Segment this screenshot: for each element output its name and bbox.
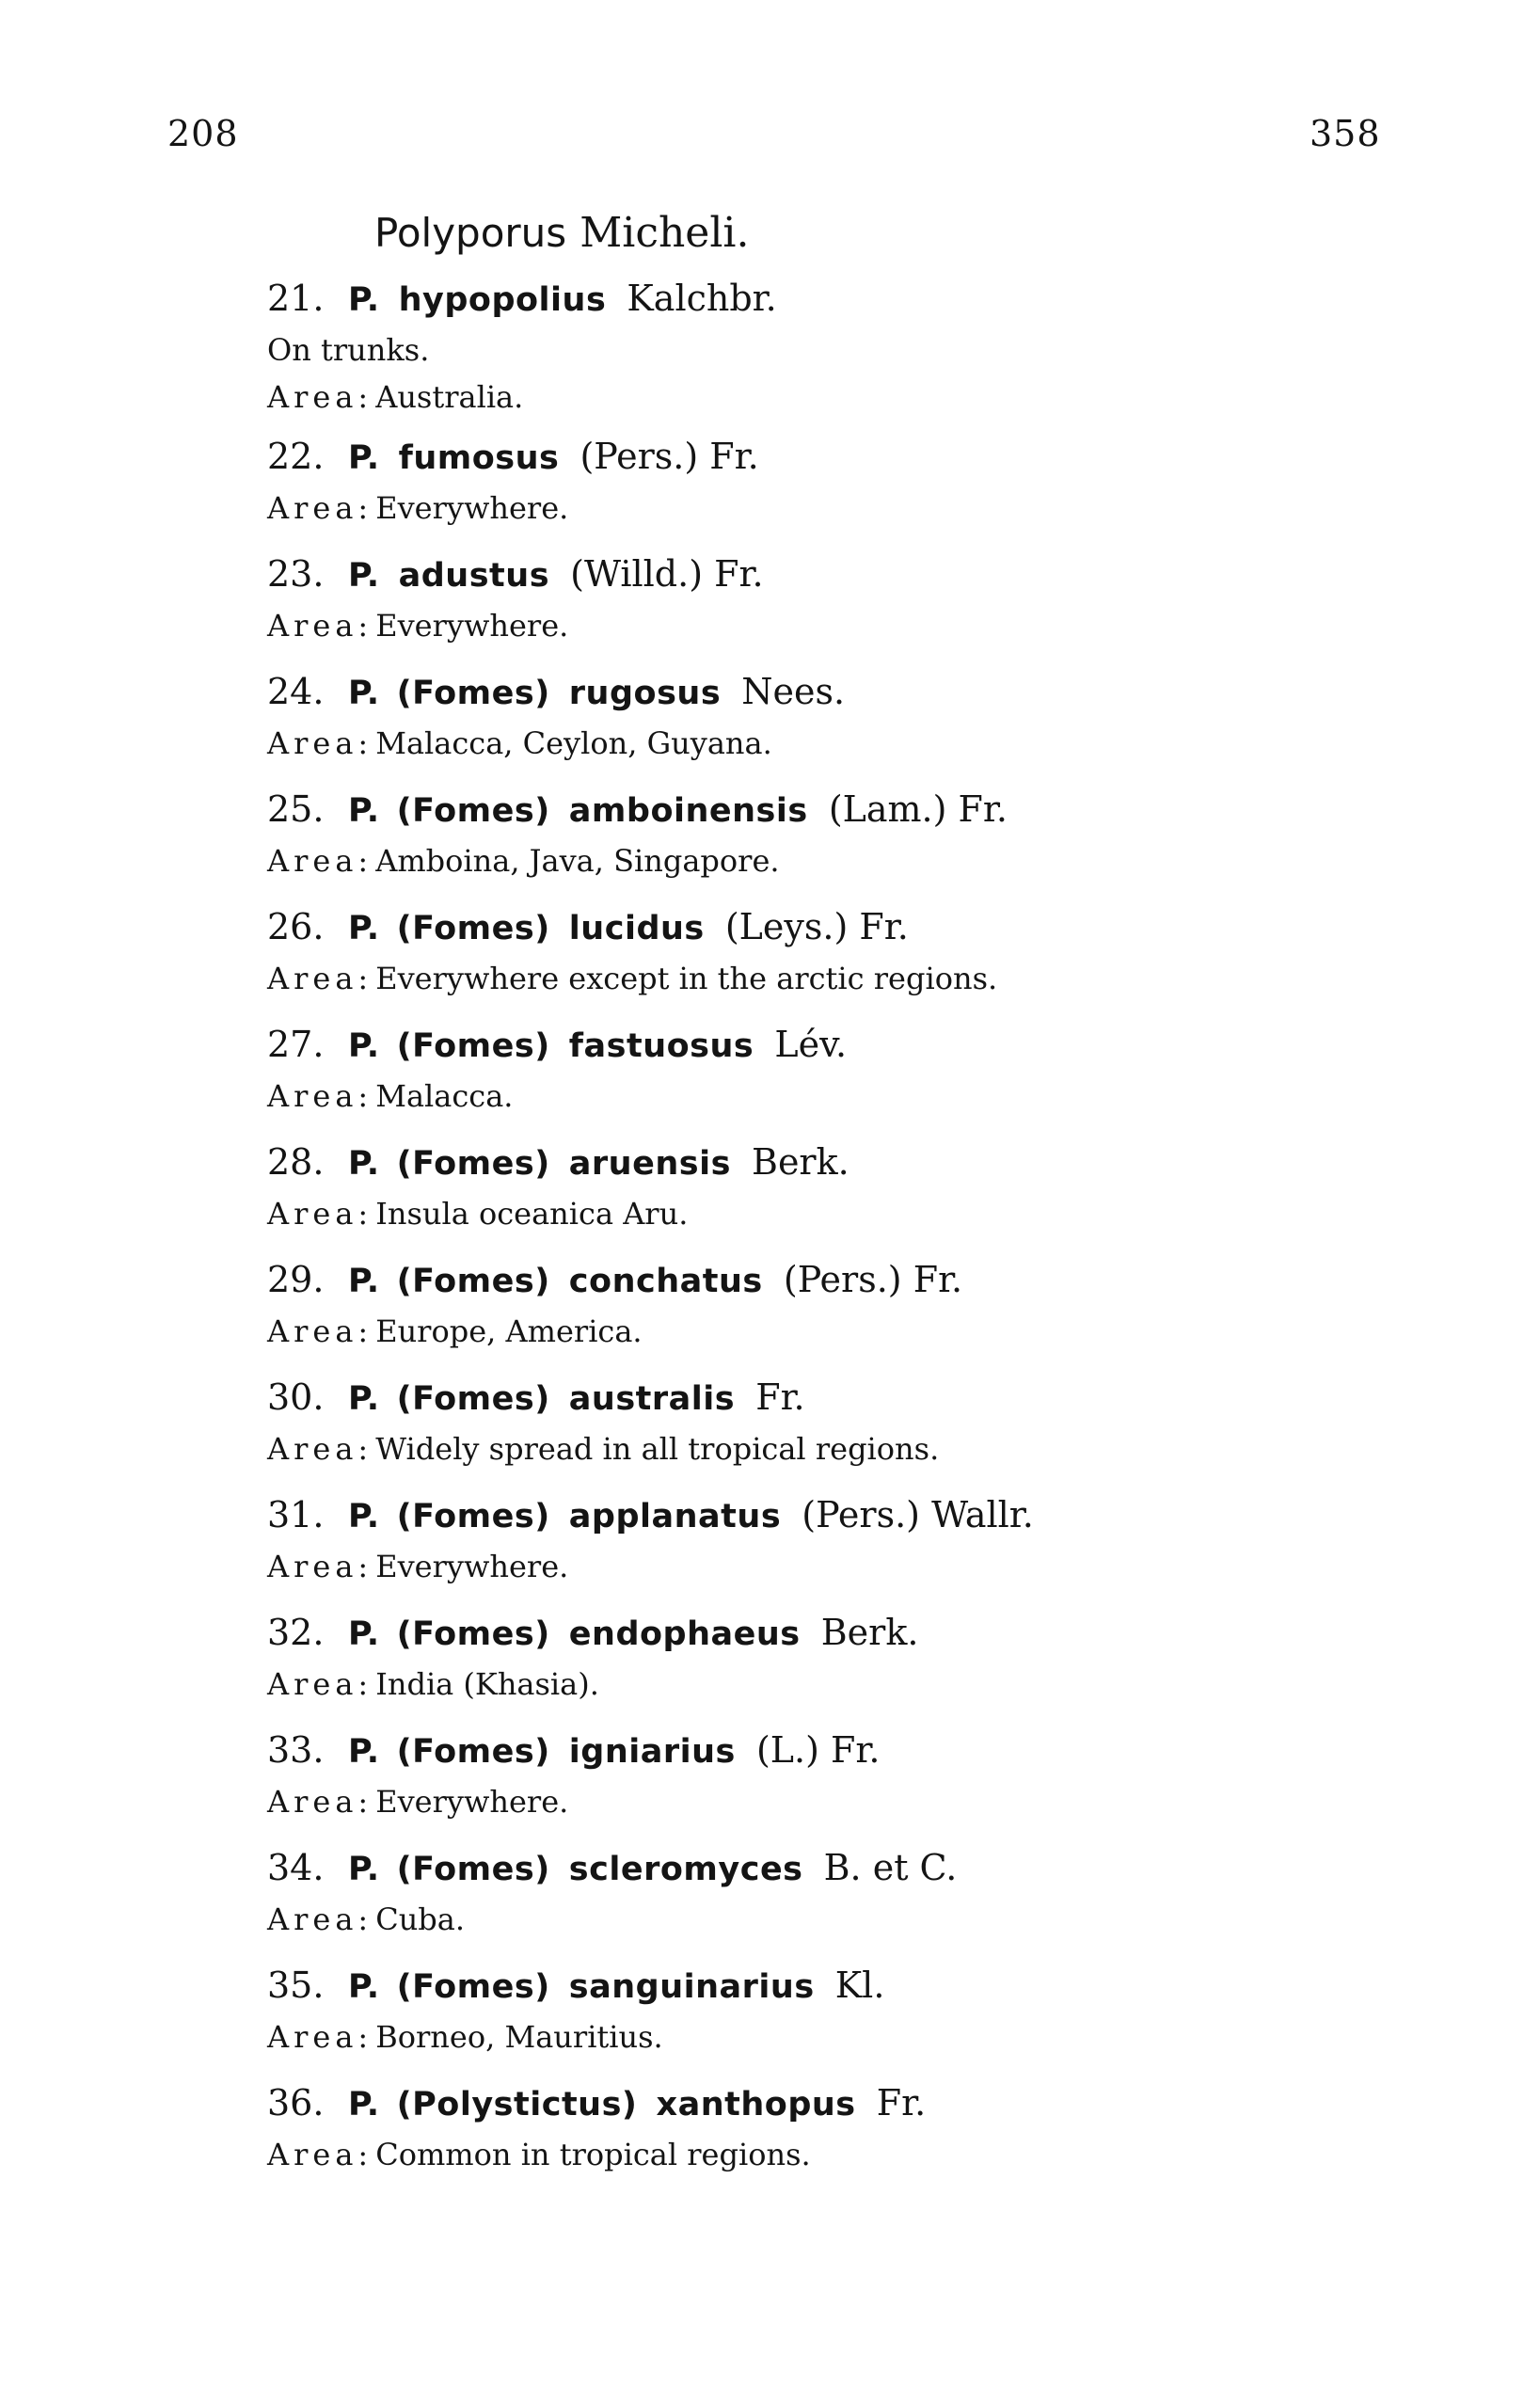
entry-author: Nees. [741, 671, 846, 712]
area-label: Area [267, 961, 358, 996]
entry-area [267, 2134, 1349, 2175]
entry-area [267, 605, 1349, 646]
area-label-colon: : [357, 1431, 369, 1467]
species-entry [267, 433, 1349, 550]
species-list [267, 275, 1349, 2197]
entry-genus: P. [348, 1733, 380, 1771]
entry-number: 26. [267, 906, 325, 947]
entry-genus: P. [348, 557, 380, 595]
heading-author: Micheli. [579, 209, 750, 257]
area-value: Cuba. [375, 1901, 466, 1937]
entry-area [267, 1546, 1349, 1587]
area-label: Area [267, 2019, 358, 2055]
entry-species: aruensis [568, 1145, 731, 1183]
area-label: Area [267, 490, 358, 526]
area-label-colon: : [357, 608, 369, 644]
entry-subgenus: (Fomes) [396, 1380, 550, 1418]
area-label-colon: : [357, 1313, 369, 1349]
area-label: Area [267, 1078, 358, 1114]
entry-subgenus: (Fomes) [396, 910, 550, 947]
species-entry-title [267, 1844, 1349, 1893]
species-entry-title [267, 1021, 1349, 1070]
area-label-colon: : [357, 1196, 369, 1232]
entry-subgenus: (Fomes) [396, 1498, 550, 1535]
species-entry [267, 786, 1349, 903]
entry-species: adustus [398, 557, 550, 595]
heading-genus: Polyporus [374, 210, 567, 256]
entry-species: australis [568, 1380, 736, 1418]
area-label: Area [267, 1549, 358, 1584]
area-value: Everywhere except in the arctic regions. [375, 961, 998, 996]
species-entry-title [267, 550, 1349, 599]
area-label: Area [267, 1313, 358, 1349]
species-entry-title [267, 2079, 1349, 2128]
entry-author: Kalchbr. [627, 278, 777, 319]
entry-number: 23. [267, 553, 325, 595]
entry-genus: P. [348, 439, 380, 477]
entry-subgenus: (Fomes) [396, 1263, 550, 1300]
entry-author: (Pers.) Wallr. [802, 1494, 1034, 1535]
area-label-colon: : [357, 1549, 369, 1584]
area-value: Insula oceanica Aru. [375, 1196, 689, 1232]
entry-number: 22. [267, 436, 325, 477]
entry-author: (L.) Fr. [755, 1729, 881, 1771]
species-entry-title [267, 1491, 1349, 1540]
entry-number: 36. [267, 2082, 325, 2124]
species-entry [267, 903, 1349, 1021]
species-entry [267, 1256, 1349, 1374]
entry-genus: P. [348, 1851, 380, 1888]
entry-author: Kl. [834, 1965, 885, 2006]
entry-subgenus: (Polystictus) [396, 2086, 638, 2124]
entry-area [267, 1193, 1349, 1234]
species-entry [267, 1374, 1349, 1491]
area-value: Everywhere. [375, 608, 569, 644]
entry-subgenus: (Fomes) [396, 792, 550, 830]
area-value: India (Khasia). [375, 1666, 599, 1702]
area-label-colon: : [357, 1078, 369, 1114]
entry-species: fastuosus [568, 1027, 754, 1065]
area-label-colon: : [357, 1784, 369, 1820]
entry-species: lucidus [568, 910, 705, 947]
entry-genus: P. [348, 910, 380, 947]
entry-author: (Lam.) Fr. [828, 788, 1008, 830]
entry-area [267, 487, 1349, 529]
entry-species: sanguinarius [568, 1968, 815, 2006]
area-label-colon: : [357, 961, 369, 996]
entry-author: (Leys.) Fr. [724, 906, 909, 947]
species-entry [267, 1962, 1349, 2079]
entry-area [267, 1311, 1349, 1352]
species-entry [267, 1609, 1349, 1726]
species-entry [267, 275, 1349, 433]
species-entry-title [267, 1962, 1349, 2011]
area-label: Area [267, 725, 358, 761]
area-label: Area [267, 1666, 358, 1702]
entry-author: Fr. [876, 2082, 927, 2124]
entry-area [267, 723, 1349, 764]
entry-genus: P. [348, 1263, 380, 1300]
area-value: Borneo, Mauritius. [375, 2019, 663, 2055]
entry-number: 28. [267, 1141, 325, 1183]
area-label: Area [267, 1431, 358, 1467]
entry-area [267, 840, 1349, 882]
area-label: Area [267, 1196, 358, 1232]
entry-genus: P. [348, 1968, 380, 2006]
entry-number: 29. [267, 1259, 325, 1300]
area-value: Australia. [375, 379, 524, 415]
entry-genus: P. [348, 281, 380, 319]
entry-area [267, 958, 1349, 999]
entry-subgenus: (Fomes) [396, 1145, 550, 1183]
area-label: Area [267, 843, 358, 879]
species-entry [267, 1491, 1349, 1609]
entry-subgenus: (Fomes) [396, 675, 550, 712]
entry-number: 34. [267, 1847, 325, 1888]
entry-number: 25. [267, 788, 325, 830]
area-value: Amboina, Java, Singapore. [375, 843, 780, 879]
area-label-colon: : [357, 843, 369, 879]
entry-area [267, 376, 1349, 418]
entry-species: fumosus [398, 439, 560, 477]
area-label-colon: : [357, 725, 369, 761]
entry-habitat: On trunks. [267, 332, 430, 368]
entry-area [267, 1075, 1349, 1117]
entry-author: (Willd.) Fr. [570, 553, 764, 595]
entry-genus: P. [348, 792, 380, 830]
entry-species: rugosus [568, 675, 722, 712]
area-value: Common in tropical regions. [375, 2137, 811, 2172]
entry-number: 31. [267, 1494, 325, 1535]
entry-author: Berk. [752, 1141, 849, 1183]
area-label-colon: : [357, 490, 369, 526]
entry-author: B. et C. [823, 1847, 958, 1888]
area-value: Everywhere. [375, 490, 569, 526]
entry-number: 24. [267, 671, 325, 712]
entry-species: scleromyces [568, 1851, 803, 1888]
species-entry [267, 668, 1349, 786]
entry-species: hypopolius [398, 281, 607, 319]
entry-author: Berk. [820, 1612, 919, 1653]
entry-species: applanatus [568, 1498, 782, 1535]
area-label: Area [267, 379, 358, 415]
entry-species: endophaeus [568, 1615, 801, 1653]
species-entry-title [267, 275, 1349, 324]
area-value: Everywhere. [375, 1784, 569, 1820]
species-entry-title [267, 1138, 1349, 1187]
area-label: Area [267, 1784, 358, 1820]
species-entry [267, 2079, 1349, 2197]
entry-area [267, 1428, 1349, 1470]
entry-genus: P. [348, 1027, 380, 1065]
area-value: Malacca, Ceylon, Guyana. [375, 725, 772, 761]
entry-genus: P. [348, 1498, 380, 1535]
entry-subgenus: (Fomes) [396, 1733, 550, 1771]
entry-genus: P. [348, 2086, 380, 2124]
entry-area [267, 2016, 1349, 2058]
entry-area [267, 1781, 1349, 1822]
species-entry-title [267, 1726, 1349, 1775]
area-value: Everywhere. [375, 1549, 569, 1584]
area-label-colon: : [357, 379, 369, 415]
entry-number: 21. [267, 278, 325, 319]
species-entry [267, 1021, 1349, 1138]
entry-subgenus: (Fomes) [396, 1027, 550, 1065]
area-label: Area [267, 608, 358, 644]
entry-species: conchatus [568, 1263, 763, 1300]
area-value: Malacca. [375, 1078, 514, 1114]
species-entry [267, 1138, 1349, 1256]
entry-species: igniarius [568, 1733, 736, 1771]
entry-author: (Pers.) Fr. [579, 436, 759, 477]
species-entry-title [267, 1256, 1349, 1305]
entry-number: 30. [267, 1376, 325, 1418]
entry-author: (Pers.) Fr. [783, 1259, 963, 1300]
entry-number: 33. [267, 1729, 325, 1771]
entry-genus: P. [348, 1380, 380, 1418]
entry-subgenus: (Fomes) [396, 1615, 550, 1653]
species-entry-title [267, 668, 1349, 717]
entry-genus: P. [348, 1145, 380, 1183]
species-entry [267, 1726, 1349, 1844]
page-number-right: 358 [1310, 113, 1381, 154]
area-label-colon: : [357, 1901, 369, 1937]
entry-subgenus: (Fomes) [396, 1851, 550, 1888]
area-label-colon: : [357, 2019, 369, 2055]
entry-number: 35. [267, 1965, 325, 2006]
entry-area [267, 1663, 1349, 1705]
entry-genus: P. [348, 1615, 380, 1653]
entry-area [267, 1899, 1349, 1940]
species-entry-title [267, 1374, 1349, 1423]
entry-author: Lév. [774, 1024, 848, 1065]
section-heading [374, 209, 749, 257]
area-label: Area [267, 2137, 358, 2172]
entry-species: amboinensis [568, 792, 808, 830]
area-value: Widely spread in all tropical regions. [375, 1431, 940, 1467]
area-label-colon: : [357, 2137, 369, 2172]
species-entry-title [267, 903, 1349, 952]
entry-subgenus: (Fomes) [396, 1968, 550, 2006]
species-entry-title [267, 1609, 1349, 1658]
entry-genus: P. [348, 675, 380, 712]
entry-number: 27. [267, 1024, 325, 1065]
species-entry-title [267, 786, 1349, 835]
page-number-left: 208 [167, 113, 239, 154]
area-label-colon: : [357, 1666, 369, 1702]
entry-species: xanthopus [656, 2086, 856, 2124]
entry-number: 32. [267, 1612, 325, 1653]
area-value: Europe, America. [375, 1313, 643, 1349]
species-entry [267, 550, 1349, 668]
species-entry [267, 1844, 1349, 1962]
species-entry-title [267, 433, 1349, 482]
area-label: Area [267, 1901, 358, 1937]
entry-author: Fr. [755, 1376, 805, 1418]
